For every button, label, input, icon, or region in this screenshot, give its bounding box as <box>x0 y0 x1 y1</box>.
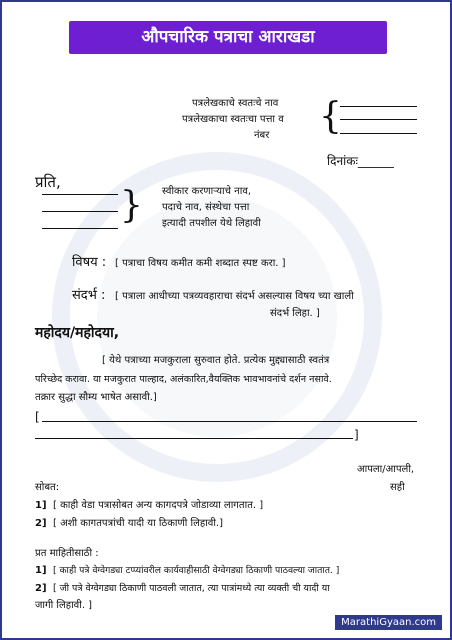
body-line-3: तक्रार सुद्धा सौम्य भाषेत असावी.] <box>35 392 157 403</box>
enclosures-label: सोबत: <box>35 482 60 493</box>
footer-brand: MarathiGyaan.com <box>335 615 442 630</box>
sender-address: पत्रलेखकाचा स्वतःचा पत्ता व <box>182 114 284 125</box>
recipient-name: स्वीकार करणाऱ्याचे नाव, <box>162 186 252 197</box>
sender-blank-line-3 <box>340 133 417 134</box>
copy-num-1: 1] <box>35 565 47 576</box>
copy-item-1: [ काही पत्रे वेग्वेगड्या टप्प्यांवरील कार्यवाहीसाठी वेग्वेगड्या ठिकाणी पाठवल्या जातात. ] <box>53 565 340 576</box>
page-title: औपचारिक पत्राचा आराखडा <box>69 21 387 54</box>
enclosure-item-2: [ अशी कागतपत्रांची यादी या ठिकाणी लिहावी.] <box>53 518 224 529</box>
recipient-blank-line-2 <box>42 211 118 212</box>
recipient-blank-line-3 <box>42 228 118 229</box>
body-blank-close-bracket: ] <box>354 428 359 442</box>
subject-label: विषय : <box>72 255 107 270</box>
signature: सही <box>390 482 405 493</box>
enclosure-num-2: 2] <box>35 518 47 529</box>
reference-text-1: [ पत्राला आधीच्या पत्रव्यवहाराचा संदर्भ असल्यास विषय च्या खाली <box>115 291 354 302</box>
salutation: महोदय/महोदया, <box>35 325 120 341</box>
recipient-brace: } <box>120 185 143 226</box>
subject-text: [ पत्राचा विषय कमीत कमी शब्दात स्पष्ट करा. ] <box>115 258 286 269</box>
body-blank-line-2 <box>35 438 353 439</box>
date-label: दिनांकः______ <box>327 154 394 168</box>
sender-blank-line-1 <box>340 106 417 107</box>
sender-blank-line-2 <box>340 119 417 120</box>
sender-name: पत्रलेखकाचे स्वतःचे नाव <box>192 98 279 109</box>
recipient-post: पदाचे नाव, संस्थेचा पत्ता <box>162 202 250 213</box>
recipient-blank-line-1 <box>42 194 118 195</box>
sender-brace: { <box>319 96 342 137</box>
recipient-details: इत्यादी तपशील येथे लिहावी <box>162 218 261 229</box>
closing: आपला/आपली, <box>357 464 415 475</box>
enclosure-num-1: 1] <box>35 500 47 511</box>
copy-num-2: 2] <box>35 583 47 594</box>
body-line-2: परिच्छेद करावा. या मजकुरात पाल्हाद, अलंकारित,वैयक्तिक भावभावनांचे दर्शन नसावे. <box>35 374 332 385</box>
copy-label: प्रत माहितीसाठी : <box>35 548 99 559</box>
copy-item-2: [ जी पत्रे वेग्वेगड्या ठिकाणी पाठवली जातात, त्या पात्रांमध्ये त्या व्यक्ती ची यादी या <box>53 583 330 594</box>
enclosure-item-1: [ काही वेडा पत्रासोबत अन्य कागदपत्रे जोडाव्या लागतात. ] <box>53 500 264 511</box>
sender-number: नंबर <box>254 130 270 141</box>
copy-item-2-cont: जागी लिहावी. ] <box>35 600 93 611</box>
body-blank-line-1 <box>42 421 417 422</box>
reference-label: संदर्भ : <box>72 288 106 303</box>
reference-text-2: संदर्भ लिहा. ] <box>270 308 320 319</box>
body-blank-open-bracket: [ <box>35 410 40 424</box>
body-line-1: [ येथे पत्राच्या मजकुराला सुरुवात होते. प्रत्येक मुद्द्यासाठी स्वतंत्र <box>102 355 330 366</box>
prati-label: प्रति, <box>35 173 61 191</box>
